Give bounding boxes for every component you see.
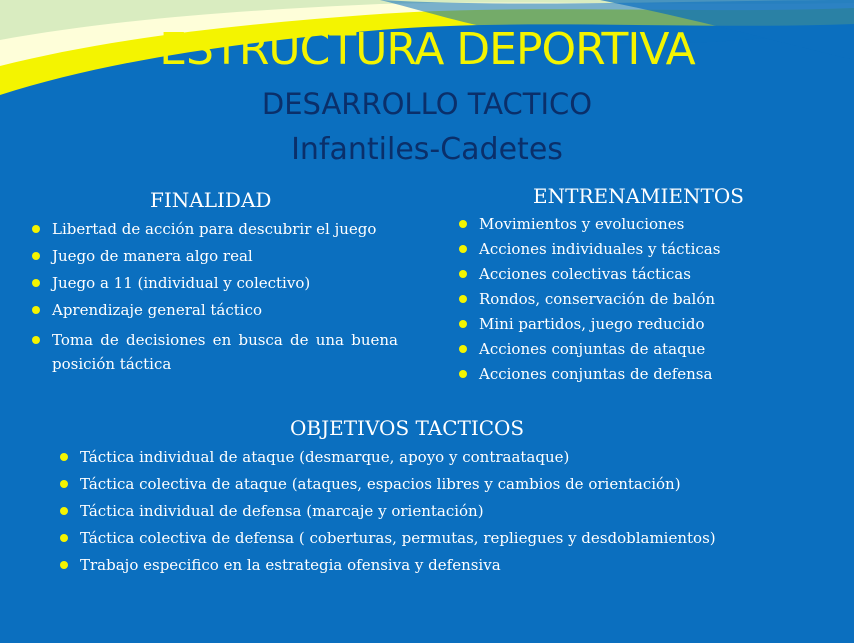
bullet-icon: [32, 306, 40, 314]
bullet-icon: [60, 507, 68, 515]
list-item: Mini partidos, juego reducido: [457, 315, 837, 333]
bullet-icon: [60, 480, 68, 488]
list-item: Trabajo especifico en la estrategia ofensiva y defensiva: [58, 556, 838, 574]
list-item: Acciones individuales y tácticas: [457, 240, 837, 258]
bullet-icon: [32, 225, 40, 233]
bullet-icon: [459, 220, 467, 228]
slide-subtitle-age-group: Infantiles-Cadetes: [291, 132, 563, 167]
finalidad-heading: FINALIDAD: [150, 188, 272, 212]
list-item: Libertad de acción para descubrir el juego: [30, 220, 398, 238]
bullet-icon: [60, 534, 68, 542]
entrenamientos-list: [457, 215, 837, 390]
list-item: Juego de manera algo real: [30, 247, 398, 265]
list-item: Acciones conjuntas de ataque: [457, 340, 837, 358]
bullet-icon: [459, 270, 467, 278]
list-item: Toma de decisiones en busca de una buena posición táctica: [30, 328, 398, 376]
list-item: Táctica colectiva de ataque (ataques, espacios libres y cambios de orientación): [58, 475, 838, 493]
bullet-icon: [60, 453, 68, 461]
bullet-icon: [459, 345, 467, 353]
bullet-icon: [459, 370, 467, 378]
list-item: Táctica individual de defensa (marcaje y orientación): [58, 502, 838, 520]
slide-title: ESTRUCTURA DEPORTIVA: [159, 24, 695, 75]
list-item: Táctica colectiva de defensa ( coberturas, permutas, repliegues y desdoblamientos): [58, 529, 838, 547]
entrenamientos-heading: ENTRENAMIENTOS: [533, 184, 744, 208]
bullet-icon: [32, 336, 40, 344]
list-item: Movimientos y evoluciones: [457, 215, 837, 233]
list-item: Acciones colectivas tácticas: [457, 265, 837, 283]
slide-subtitle: DESARROLLO TACTICO: [261, 87, 593, 121]
list-item: Rondos, conservación de balón: [457, 290, 837, 308]
list-item: Táctica individual de ataque (desmarque, apoyo y contraataque): [58, 448, 838, 466]
objetivos-list: [58, 448, 838, 583]
bullet-icon: [60, 561, 68, 569]
objetivos-heading: OBJETIVOS TACTICOS: [290, 416, 525, 440]
list-item: Juego a 11 (individual y colectivo): [30, 274, 398, 292]
bullet-icon: [459, 245, 467, 253]
bullet-icon: [459, 295, 467, 303]
bullet-icon: [459, 320, 467, 328]
finalidad-list: [30, 220, 398, 385]
list-item: Acciones conjuntas de defensa: [457, 365, 837, 383]
list-item: Aprendizaje general táctico: [30, 301, 398, 319]
bullet-icon: [32, 252, 40, 260]
bullet-icon: [32, 279, 40, 287]
